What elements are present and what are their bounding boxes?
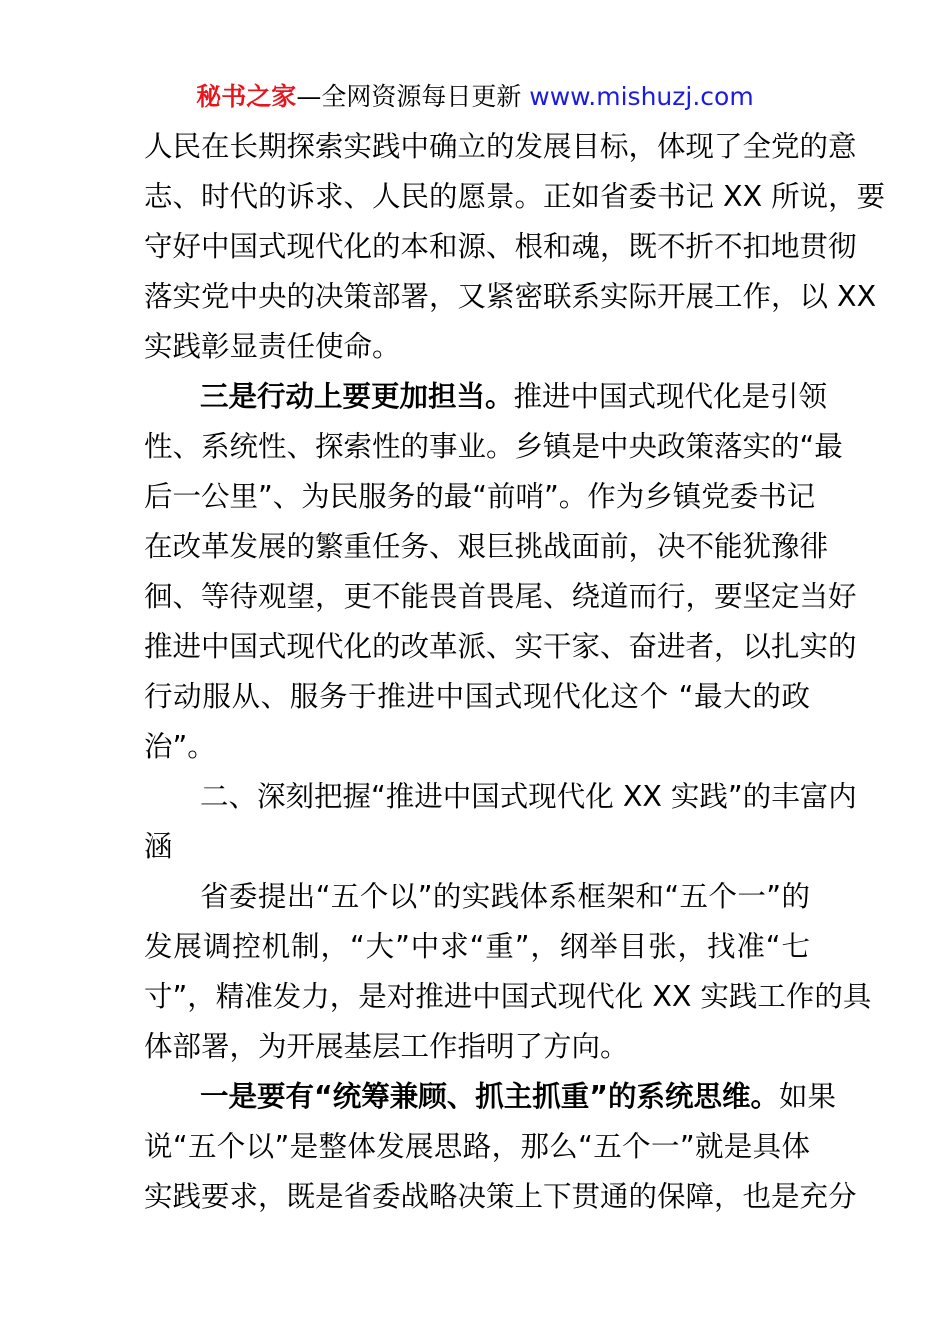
bold-lead-phrase: 三是行动上要更加担当。 (200, 380, 514, 413)
text-line: 性、系统性、探索性的事业。乡镇是中央政策落实的“最 (144, 430, 843, 463)
document-body (144, 122, 886, 1222)
site-header (0, 80, 950, 114)
text-span: 推进中国式现代化是引领 (513, 380, 828, 413)
site-tagline: —全网资源每日更新 (296, 82, 530, 111)
text-line: 治”。 (144, 730, 216, 763)
text-line: 体部署，为开展基层工作指明了方向。 (144, 1030, 629, 1063)
text-line: 寸”，精准发力，是对推进中国式现代化 XX 实践工作的具 (144, 980, 872, 1013)
text-line: 推进中国式现代化的改革派、实干家、奋进者，以扎实的 (144, 630, 857, 663)
text-span: 如果 (778, 1080, 836, 1113)
text-line: 徊、等待观望，更不能畏首畏尾、绕道而行，要坚定当好 (144, 580, 857, 613)
paragraph-lead-line (144, 1072, 836, 1122)
text-line: 行动服从、服务于推进中国式现代化这个 “最大的政 (144, 680, 810, 713)
text-line: 落实党中央的决策部署，又紧密联系实际开展工作，以 XX (144, 280, 877, 313)
text-line: 实践彰显责任使命。 (144, 330, 401, 363)
text-line: 实践要求，既是省委战略决策上下贯通的保障，也是充分 (144, 1180, 857, 1213)
text-line: 守好中国式现代化的本和源、根和魂，既不折不扣地贯彻 (144, 230, 857, 263)
text-line: 志、时代的诉求、人民的愿景。正如省委书记 XX 所说，要 (144, 180, 886, 213)
section-heading-line: 二、深刻把握“推进中国式现代化 XX 实践”的丰富内 (200, 780, 857, 813)
text-line: 省委提出“五个以”的实践体系框架和“五个一”的 (200, 880, 810, 913)
text-line: 说“五个以”是整体发展思路，那么“五个一”就是具体 (144, 1130, 810, 1163)
text-line: 后一公里”、为民服务的最“前哨”。作为乡镇党委书记 (144, 480, 816, 513)
site-brand: 秘书之家 (196, 82, 297, 111)
section-heading-line: 涵 (144, 830, 173, 863)
bold-lead-phrase: 一是要有“统筹兼顾、抓主抓重”的系统思维。 (200, 1080, 779, 1113)
paragraph-lead-line (144, 372, 828, 422)
text-line: 人民在长期探索实践中确立的发展目标，体现了全党的意 (144, 130, 857, 163)
text-line: 在改革发展的繁重任务、艰巨挑战面前，决不能犹豫徘 (144, 530, 829, 563)
site-url-link[interactable]: www.mishuzj.com (529, 82, 754, 111)
text-line: 发展调控机制，“大”中求“重”，纲举目张，找准“七 (144, 930, 810, 963)
